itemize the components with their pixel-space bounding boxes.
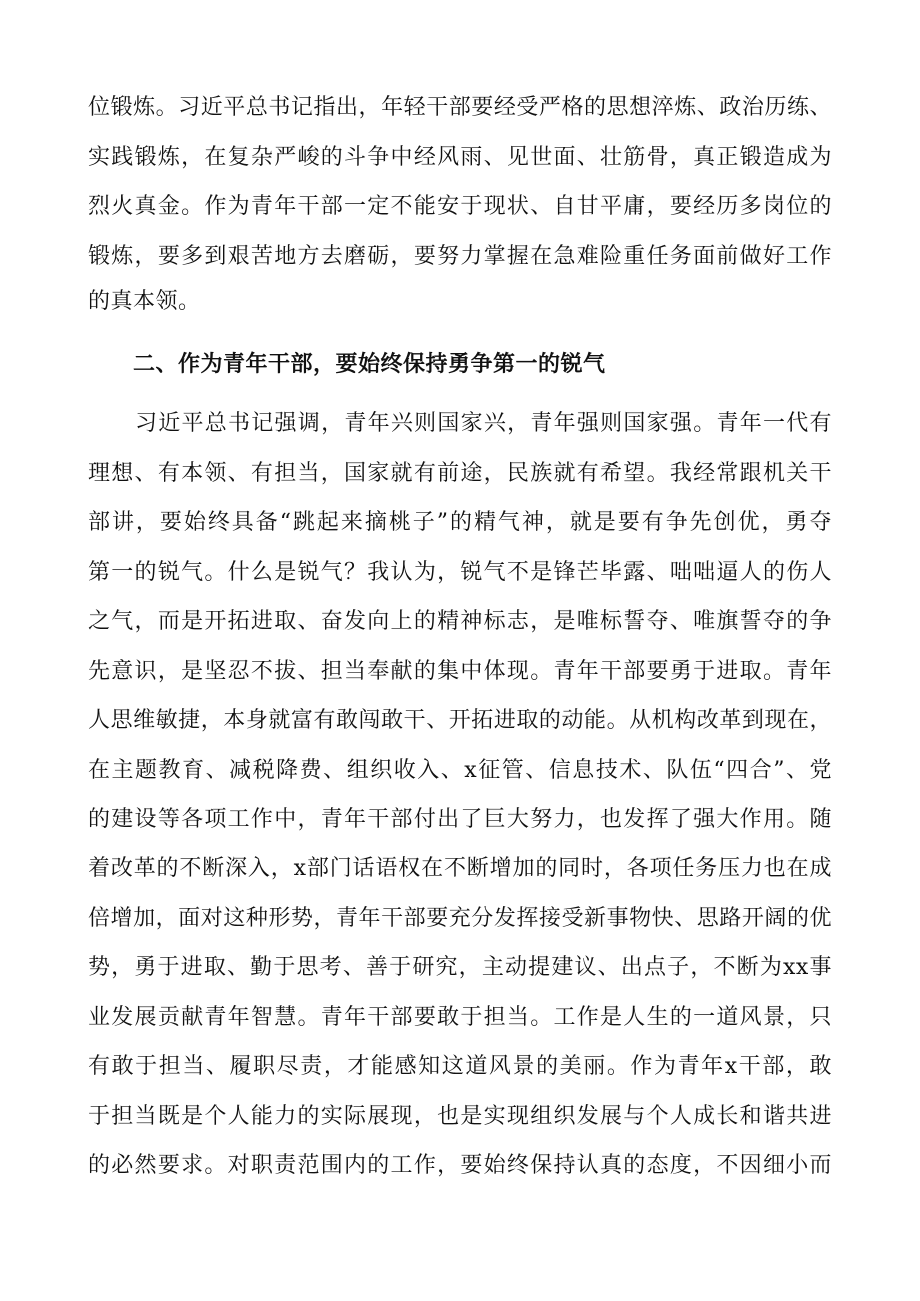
paragraph-2-line: 着改革的不断深入，x部门话语权在不断增加的同时，各项任务压力也在成 [88, 856, 832, 881]
paragraph-1-line: 位锻炼。习近平总书记指出，年轻干部要经受严格的思想淬炼、政治历练、 [88, 95, 832, 120]
paragraph-1-line: 锻炼，要多到艰苦地方去磨砺，要努力掌握在急难险重任务面前做好工作 [88, 244, 832, 269]
section-heading: 二、作为青年干部，要始终保持勇争第一的锐气 [133, 352, 606, 377]
paragraph-2-line: 倍增加，面对这种形势，青年干部要充分发挥接受新事物快、思路开阔的优 [88, 906, 832, 931]
paragraph-2-line: 的必然要求。对职责范围内的工作，要始终保持认真的态度，不因细小而 [88, 1153, 832, 1178]
paragraph-1-line: 实践锻炼，在复杂严峻的斗争中经风雨、见世面、壮筋骨，真正锻造成为 [88, 145, 832, 170]
paragraph-2-line: 有敢于担当、履职尽责，才能感知这道风景的美丽。作为青年x干部，敢 [88, 1054, 832, 1079]
paragraph-1-line: 的真本领。 [88, 289, 201, 314]
paragraph-2-line: 业发展贡献青年智慧。青年干部要敢于担当。工作是人生的一道风景，只 [88, 1005, 832, 1030]
paragraph-2-line: 第一的锐气。什么是锐气？我认为，锐气不是锋芒毕露、咄咄逼人的伤人 [88, 560, 832, 585]
paragraph-2-line: 习近平总书记强调，青年兴则国家兴，青年强则国家强。青年一代有 [135, 411, 832, 436]
paragraph-2-line: 的建设等各项工作中，青年干部付出了巨大努力，也发挥了强大作用。随 [88, 807, 832, 832]
paragraph-2-line: 理想、有本领、有担当，国家就有前途，民族就有希望。我经常跟机关干 [88, 461, 832, 486]
paragraph-2-line: 在主题教育、减税降费、组织收入、x征管、信息技术、队伍“四合”、党 [88, 758, 832, 783]
paragraph-2-line: 于担当既是个人能力的实际展现，也是实现组织发展与个人成长和谐共进 [88, 1104, 832, 1129]
paragraph-1-line: 烈火真金。作为青年干部一定不能安于现状、自甘平庸，要经历多岗位的 [88, 194, 832, 219]
paragraph-2-line: 人思维敏捷，本身就富有敢闯敢干、开拓进取的动能。从机构改革到现在， [88, 708, 832, 733]
paragraph-2-line: 势，勇于进取、勤于思考、善于研究，主动提建议、出点子，不断为xx事 [88, 955, 832, 980]
paragraph-2-line: 部讲，要始终具备“跳起来摘桃子”的精气神，就是要有争先创优，勇夺 [88, 510, 832, 535]
paragraph-2-line: 之气，而是开拓进取、奋发向上的精神标志，是唯标誓夺、唯旗誓夺的争 [88, 609, 832, 634]
paragraph-2-line: 先意识，是坚忍不拔、担当奉献的集中体现。青年干部要勇于进取。青年 [88, 659, 832, 684]
